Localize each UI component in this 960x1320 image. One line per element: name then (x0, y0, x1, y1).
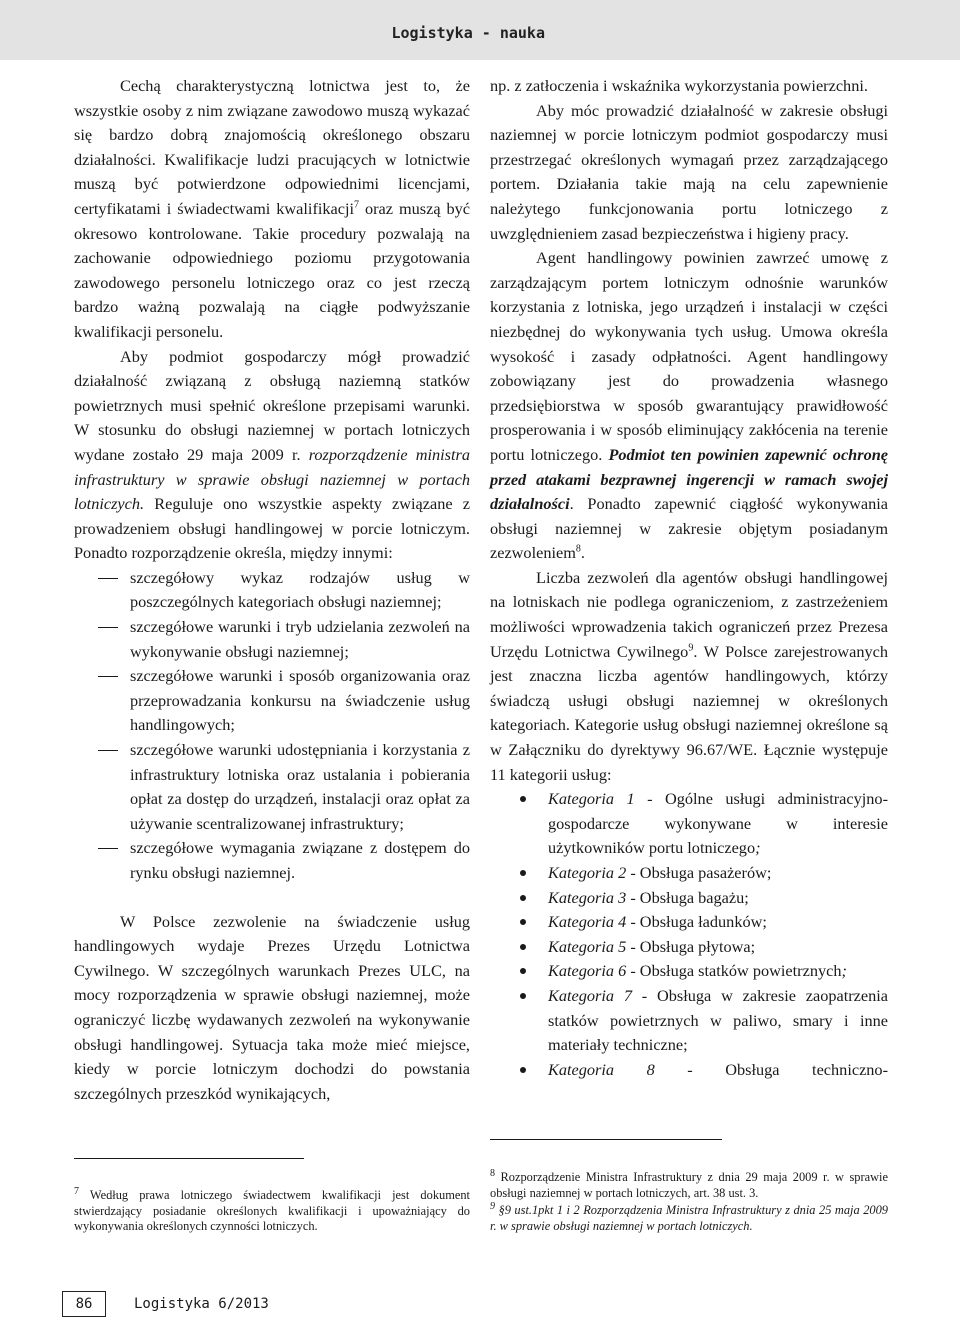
footnote: $^9$ §9 ust.1pkt 1 i 2 Rozporządzenia Ministra Infrastruktury z dnia 25 maja 2009 r. w sprawie obsługi naziemnej w portach lotniczych. (490, 1201, 888, 1234)
running-header: Logistyka - nauka (391, 24, 545, 42)
footnote: $^7$ Według prawa lotniczego świadectwem kwalifikacji jest dokument stwierdzający posiadanie określonych kwalifikacji i upoważniający do wykonywania określonych czynności lotniczych. (74, 1185, 470, 1234)
footnote-ref: 7 (354, 199, 360, 211)
paragraph: np. z zatłoczenia i wskaźnika wykorzystania powierzchni. (490, 76, 868, 95)
list-item: Kategoria 3 - Obsługa bagażu; (490, 886, 888, 911)
footnote-divider (74, 1158, 304, 1159)
footnote: $^8$ Rozporządzenie Ministra Infrastruktury z dnia 29 maja 2009 r. w sprawie obsługi naziemnej w portach lotniczych, art. 38 ust. 3. (490, 1167, 888, 1200)
list-item: Kategoria 1 - Ogólne usługi administracyjno-gospodarcze wykonywane w interesie użytkowników portu lotniczego; (490, 787, 888, 861)
list-item: szczegółowe warunki i sposób organizowania oraz przeprowadzania konkursu na świadczenie usług handlingowych; (74, 664, 470, 738)
category-list (490, 787, 888, 1082)
footnotes-left (74, 1185, 470, 1237)
footnote-ref: 8 (575, 543, 581, 555)
paragraph: Aby móc prowadzić działalność w zakresie obsługi naziemnej w porcie lotniczym podmiot gospodarczy musi przestrzegać określonych wymagań przez zarządzającego portem. Działania takie mają na celu zapewnienie należytego funkcjonowania portu lotniczego z uwzględnieniem zasad bezpieczeństwa i higieny pracy. (490, 100, 888, 243)
left-column (74, 74, 470, 1106)
list-item: Kategoria 6 - Obsługa statków powietrznych; (490, 959, 888, 984)
paragraph: Agent handlingowy powinien zawrzeć umowę z zarządzającym portem lotniczym odnośnie warunków korzystania z lotniska, jego urządzeń i instalacji w części niezbędnej do wykonywania tych usług. Umowa określa wysokość i zasady odpłatności. Agent handlingowy zobowiązany jest do prowadzenia własnego przedsiębiorstwa w sposób gwarantujący prawidłowość prosperowania i w sposób eliminujący zakłócenia na terenie portu lotniczego. Podmiot ten powinien zapewnić ochronę przed atakami bezprawnej ingerencji w ramach swojej działalności. Ponadto zapewnić ciągłość wykonywania obsługi naziemnej w zakresie objętym posiadanym zezwoleniem$^8$. (490, 248, 888, 563)
footnotes-right (490, 1167, 888, 1237)
page-number: 86 (62, 1291, 106, 1317)
list-item: szczegółowy wykaz rodzajów usług w poszczególnych kategoriach obsługi naziemnej; (74, 566, 470, 615)
paragraph: Liczba zezwoleń dla agentów obsługi handlingowej na lotniskach nie podlega ograniczeniom, z zastrzeżeniem możliwości wprowadzenia takich ograniczeń przez Prezesa Urzędu Lotnictwa Cywilnego$^9$. W Polsce zarejestrowanych jest znaczna liczba agentów handlingowych, którzy świadczą usługi obsługi naziemnej w określonych kategoriach. Kategorie usług obsługi naziemnej określone są w Załączniku do dyrektywy 96.67/WE. Łącznie występuje 11 kategorii usług: (490, 567, 889, 784)
list-item: szczegółowe warunki i tryb udzielania zezwoleń na wykonywanie obsługi naziemnej; (74, 615, 470, 664)
list-item: Kategoria 4 - Obsługa ładunków; (490, 910, 888, 935)
list-item: Kategoria 7 - Obsługa w zakresie zaopatrzenia statków powietrznych w paliwo, smary i inne materiały techniczne; (490, 984, 888, 1058)
journal-footer: Logistyka 6/2013 (134, 1296, 269, 1312)
right-column (490, 74, 888, 1082)
footnote-divider (490, 1139, 722, 1140)
paragraph: W Polsce zezwolenie na świadczenie usług handlingowych wydaje Prezes Urzędu Lotnictwa Cywilnego. W szczególnych warunkach Prezes ULC, na mocy rozporządzenia w sprawie obsługi naziemnej, może ograniczyć liczbę wydawanych zezwoleń na wykonywanie obsługi handlingowej. Sytuacja taka może mieć miejsce, kiedy w porcie lotniczym dochodzi do powstania szczególnych przeszkód wynikających, (74, 911, 470, 1103)
header-bar (0, 0, 960, 60)
paragraph: Cechą charakterystyczną lotnictwa jest to, że wszystkie osoby z nim związane zawodowo muszą wykazać się bardzo dobrą znajomością określonego obszaru działalności. Kwalifikacje ludzi pracujących w lotnictwie muszą być potwierdzone odpowiednimi licencjami, certyfikatami i świadectwami kwalifikacji$^7$ oraz muszą być okresowo kontrolowane. Takie procedury pozwalają na zachowanie odpowiedniego poziomu przygotowania zawodowego personelu lotniczego oraz co jest rzeczą bardzo ważną pozwalają na ciągłe podwyższanie kwalifikacji personelu. (74, 76, 470, 341)
list-item: Kategoria 5 - Obsługa płytowa; (490, 935, 888, 960)
dash-list (74, 566, 470, 886)
footnote-ref: 9 (688, 642, 694, 654)
list-item: szczegółowe wymagania związane z dostępem do rynku obsługi naziemnej. (74, 836, 470, 885)
list-item: szczegółowe warunki udostępniania i korzystania z infrastruktury lotniska oraz ustalania i pobierania opłat za dostęp do urządzeń, instalacji oraz opłat za używanie scentralizowanej infrastruktury; (74, 738, 470, 836)
list-item: Kategoria 8 - Obsługa techniczno- (490, 1058, 888, 1083)
paragraph: Aby podmiot gospodarczy mógł prowadzić działalność związaną z obsługą naziemną statków powietrznych musi spełnić określone przepisami warunki. W stosunku do obsługi naziemnej w portach lotniczych wydane zostało 29 maja 2009 r. rozporządzenie ministra infrastruktury w sprawie obsługi naziemnej w portach lotniczych. Reguluje ono wszystkie aspekty związane z prowadzeniem obsługi handlingowej w porcie lotniczym. Ponadto rozporządzenie określa, między innymi: (74, 346, 471, 563)
list-item: Kategoria 2 - Obsługa pasażerów; (490, 861, 888, 886)
